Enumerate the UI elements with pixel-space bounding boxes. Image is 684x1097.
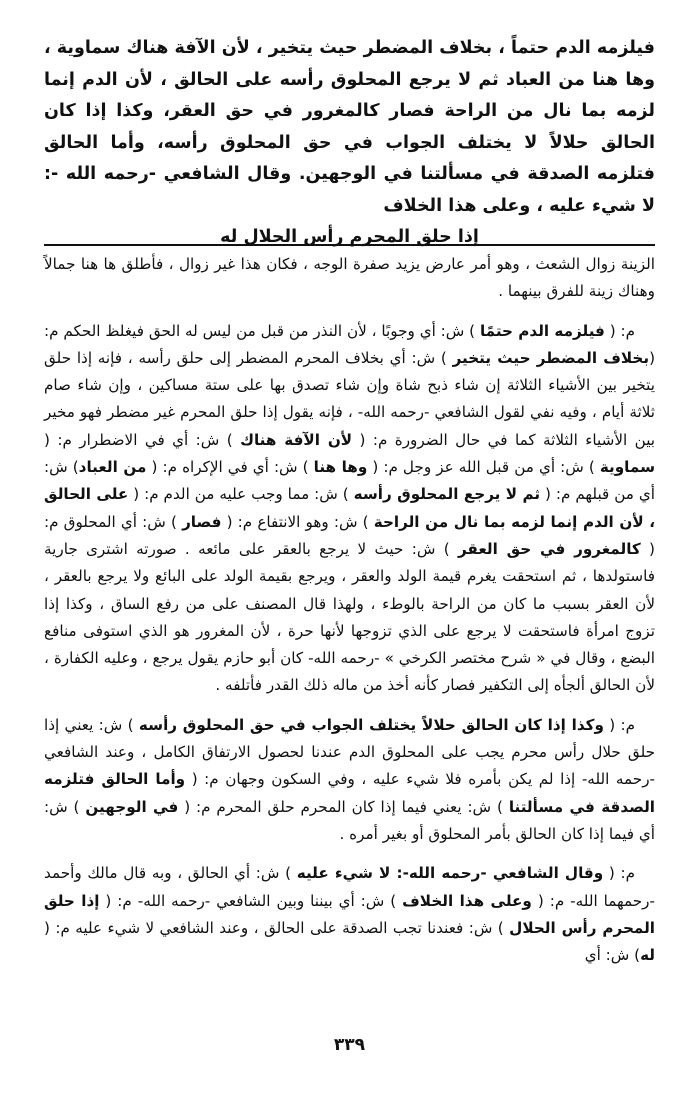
quoted-matn-segment: سماوية — [599, 458, 656, 477]
footnote-separator-line — [44, 244, 655, 246]
sharh-segment: ) ش: أي بيننا وبين الشافعي -رحمه الله- م: ( — [99, 891, 403, 910]
page-number: ٣٣٩ — [333, 1035, 366, 1055]
quoted-matn-segment: كالمغرور في حق العقر — [457, 539, 641, 558]
quoted-matn-segment: له — [640, 946, 655, 965]
commentary-paragraph — [44, 712, 655, 848]
sharh-segment: ) ش: وهو الانتفاع م: ( — [221, 512, 374, 531]
sharh-segment: ) ش: أي — [584, 946, 641, 965]
sharh-segment: ) ش: أي في الاضطرار م: ( — [44, 430, 241, 449]
main-text-body: فيلزمه الدم حتماً ، بخلاف المضطر حيث يتخير ، لأن الآفة هناك سماوية ، وها هنا من العباد ثم لا يرجع المحلوق رأسه على الحالق ، لأن الدم إنما لزمه بما نال من الراحة فصار كالمغرور في حق العقر، وكذا إذا كان الحالق حلالاً لا يختلف الجواب في حق المحلوق رأسه، وأما الحالق فتلزمه الصدقة في مسألتنا في الوجهين. وقال الشافعي -رحمه الله -: لا شيء عليه ، وعلى هذا الخلاف — [44, 38, 655, 216]
quoted-matn-segment: لأن الآفة هناك — [240, 430, 353, 449]
quoted-matn-segment: وها هنا — [313, 458, 368, 477]
sharh-segment: ) ش: أي وجوبًا ، لأن النذر من قبل من ليس له الحق فيغلظ الحكم م: ( — [44, 321, 655, 367]
sharh-segment: ) ش: أي من قبل الله عز وجل م: ( — [367, 458, 600, 477]
sharh-segment: ) ش: فعندنا تجب الصدقة على الحالق ، وعند الشافعي لا شيء عليه م: ( — [44, 918, 510, 937]
commentary-block — [44, 251, 655, 981]
sharh-segment: ) ش: أي فيما إذا كان الحالق بأمر المحلوق أو بغير أمره . — [44, 797, 655, 843]
quoted-matn-segment: فصار — [182, 512, 222, 531]
sharh-segment: ) ش: حيث لا يرجع بالعقر على مائعه . صورته اشترى جارية فاستولدها ، ثم استحقت يغرم قيمة الولد والعقر ، ويرجع بقيمة الولد على البائع ولا يرجع بالعقر ، لأن العقر بسبب ما كان من الراحة بالوطء ، ولهذا قال المصنف على من رفع الساق ، وكذا إذا تزوج امرأة فاستحقت لا يرجع على الذي تزوجها لأنها حرة ، لأن المغرور هو الذي استوفى منافع البضع ، وقال في « شرح مختصر الكرخي » -رحمه الله- كان أبو حازم يقول يرجع ، وعليه الكفارة ، لأن الحالق ألجأه إلى التكفير فصار كأنه أخذ من ماله ذلك القدر فأتلفه . — [44, 539, 655, 695]
sharh-segment: م: ( — [603, 715, 636, 734]
commentary-paragraph — [44, 251, 655, 306]
quoted-matn-segment: فيلزمه الدم حتمًا — [479, 321, 605, 340]
main-text-block — [44, 33, 655, 254]
sharh-segment: ) ش: أي من قبلهم م: ( — [44, 458, 655, 504]
commentary-paragraph — [44, 318, 655, 700]
quoted-matn-segment: في الوجهين — [85, 797, 179, 816]
sharh-segment: ) ش: يعني إذا حلق حلال رأس محرم يجب على المحلوق الدم عندنا لحصول الارتفاق الكامل ، وعند الشافعي -رحمه الله- إذا لم يكن بأمره فلا شيء عليه ، وفي السكون وجهان م: ( — [44, 715, 656, 789]
quoted-matn-segment: من العباد — [78, 458, 147, 477]
sharh-segment: ) ش: أي المحلوق م: ( — [44, 512, 655, 558]
sharh-segment: م: ( — [603, 864, 635, 883]
quoted-matn-segment: إذا حلق المحرم رأس الحلال — [44, 891, 655, 937]
sharh-segment: ) ش: أي في الإكراه م: ( — [146, 458, 314, 477]
quoted-matn-segment: وعلى هذا الخلاف — [402, 891, 532, 910]
quoted-matn-segment: وكذا إذا كان الحالق حلالاً يختلف الجواب في حق المحلوق رأسه — [138, 715, 604, 734]
quoted-matn-segment: وأما الحالق فتلزمه الصدقة في مسألتنا — [44, 770, 655, 816]
quoted-matn-segment: بخلاف المضطر حيث يتخير — [452, 348, 650, 367]
sharh-segment: م: ( — [604, 321, 636, 340]
sharh-segment: ) ش: يعني فيما إذا كان المحرم حلق المحرم م: ( — [178, 797, 509, 816]
quoted-matn-segment: ثم لا يرجع المحلوق رأسه — [353, 485, 541, 504]
sharh-segment: ) ش: أي بخلاف المحرم المضطر إلى حلق رأسه ، فإنه إذا حلق يتخير بين الأشياء الثلاثة إن شاء ذبح شاة وإن شاء تصدق بها على ستة مساكين ، وإن شاء صام ثلاثة أيام ، وفيه نفي لقول الشافعي -رحمه الله- ، فإنه يقول إذا حلق المحرم غير مضطر فهو مخير بين الأشياء الثلاثة كما في حال الضرورة م: ( — [44, 348, 656, 449]
main-text-last-line: إذا حلق المحرم رأس الحلال له — [220, 227, 479, 247]
quoted-matn-segment: وقال الشافعي -رحمه الله-: لا شيء عليه — [296, 864, 604, 883]
sharh-segment: الزينة زوال الشعث ، وهو أمر عارض يزيد صفرة الوجه ، فكان هذا غير زوال ، فأطلق ها هنا جمالاً وهناك زينة للفرق بينهما . — [44, 255, 655, 301]
commentary-paragraph — [44, 860, 655, 969]
sharh-segment: ) ش: مما وجب عليه من الدم م: ( — [128, 485, 354, 504]
sharh-segment: ) ش: أي الحالق ، وبه قال مالك وأحمد -رحمهما الله- م: ( — [44, 864, 655, 910]
quoted-matn-segment: على الحالق ، لأن الدم إنما لزمه بما نال من الراحة — [44, 485, 656, 531]
